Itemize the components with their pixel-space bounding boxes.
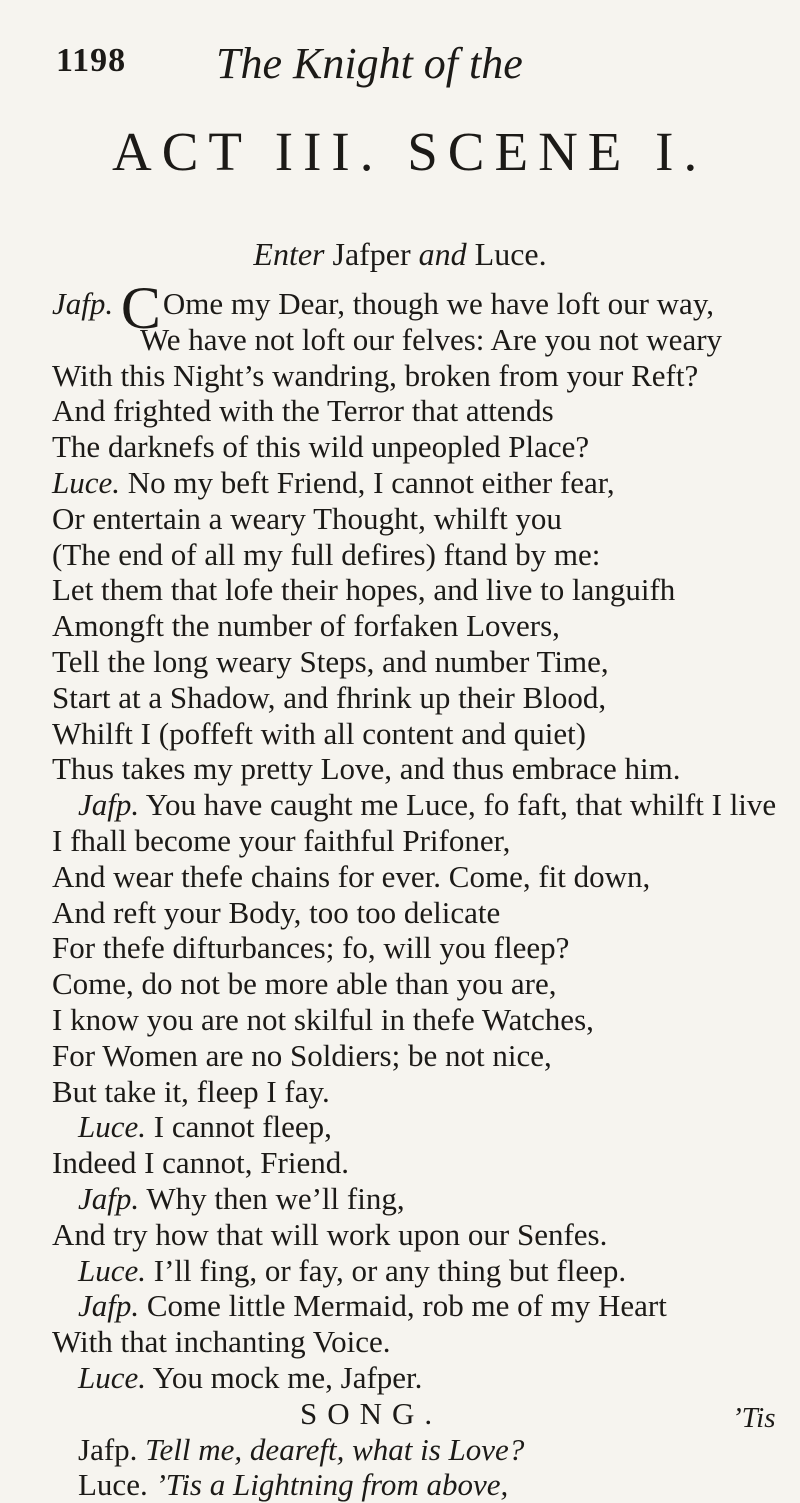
speaker-label: Luce.: [78, 1467, 148, 1503]
verse-line: [52, 1002, 782, 1038]
song-line: [52, 1467, 782, 1503]
line-text: (The end of all my full defires) ftand by me:: [52, 536, 601, 572]
line-text: The darknefs of this wild unpeopled Place?: [52, 429, 590, 465]
verse-line: [52, 1360, 782, 1396]
line-text: I fhall become your faithful Prifoner,: [52, 822, 511, 858]
speaker-label: Jafp.: [78, 787, 140, 823]
line-text: We have not loft our felves: Are you not weary: [140, 321, 723, 357]
verse-line: [52, 322, 782, 358]
line-text: I know you are not skilful in thefe Watches,: [52, 1001, 594, 1037]
line-text: And reft your Body, too too delicate: [52, 894, 501, 930]
act-scene-heading: ACT III. SCENE I.: [112, 121, 708, 182]
verse-line: [52, 1217, 782, 1253]
catchword: ’Tis: [732, 1402, 776, 1434]
line-text: You mock me, Jafper.: [152, 1359, 423, 1395]
verse-line: [52, 537, 782, 573]
line-text: I cannot fleep,: [153, 1109, 332, 1145]
line-text: Ome my Dear, though we have loft our way,: [162, 286, 715, 321]
line-text: With this Night’s wandring, broken from your Reft?: [52, 357, 699, 393]
verse-line: [52, 572, 782, 608]
line-text: I’ll fing, or fay, or any thing but fleep.: [153, 1252, 627, 1288]
stage-direction: [0, 236, 800, 273]
verse-line: [52, 859, 782, 895]
line-text: No my beft Friend, I cannot either fear,: [127, 464, 615, 500]
verse-line: [52, 1253, 782, 1289]
line-text: Indeed I cannot, Friend.: [52, 1145, 349, 1181]
line-text: For thefe difturbances; fo, will you fleep?: [52, 930, 570, 966]
line-text: Or entertain a weary Thought, whilft you: [52, 500, 562, 536]
verse-line: [52, 930, 782, 966]
verse-line: [52, 608, 782, 644]
verse-line: [52, 393, 782, 429]
line-text: Tell me, deareft, what is Love?: [145, 1431, 525, 1467]
verse-line: [52, 1038, 782, 1074]
running-title: The Knight of the: [216, 39, 523, 88]
speaker-label: Luce.: [78, 1359, 147, 1395]
character-name: Jafper: [332, 236, 411, 272]
speaker-label: Jafp.: [52, 286, 114, 321]
line-text: You have caught me Luce, fo faft, that whilft I live: [145, 787, 777, 823]
line-text: Why then we’ll fing,: [146, 1180, 405, 1216]
line-text: And frighted with the Terror that attends: [52, 393, 554, 429]
speaker-label: Jafp.: [78, 1431, 138, 1467]
song-heading: SONG.: [300, 1395, 443, 1431]
verse-line: [52, 1145, 782, 1181]
verse-line: [52, 501, 782, 537]
verse-line: [52, 787, 782, 823]
line-text: Start at a Shadow, and fhrink up their Blood,: [52, 679, 607, 715]
running-head: [56, 39, 756, 102]
verse-line: [52, 1181, 782, 1217]
stage-enter: Enter: [253, 236, 325, 272]
page-number: 1198: [56, 42, 127, 79]
song-line: [52, 1432, 782, 1468]
verse-line: [52, 429, 782, 465]
verse-line: [52, 1324, 782, 1360]
line-text: Let them that lofe their hopes, and live to languifh: [52, 572, 676, 608]
line-text: Come little Mermaid, rob me of my Heart: [146, 1288, 667, 1324]
line-text: Whilft I (poffeft with all content and quiet): [52, 715, 587, 751]
verse-line: [52, 823, 782, 859]
dialogue-body: [52, 275, 782, 1503]
verse-line: [52, 1288, 782, 1324]
line-text: Come, do not be more able than you are,: [52, 966, 557, 1002]
verse-line: [52, 358, 782, 394]
verse-line: [52, 1074, 782, 1110]
line-text: And wear thefe chains for ever. Come, fit down,: [52, 858, 651, 894]
speaker-label: Luce.: [78, 1109, 147, 1145]
line-text: For Women are no Soldiers; be not nice,: [52, 1037, 552, 1073]
drop-cap: C: [120, 275, 161, 341]
verse-line: [52, 966, 782, 1002]
speaker-label: Luce.: [78, 1252, 147, 1288]
speaker-label: Luce.: [52, 464, 121, 500]
line-text: ’Tis a Lightning from above,: [155, 1467, 509, 1503]
line-text: Tell the long weary Steps, and number Time,: [52, 643, 609, 679]
speaker-label: Jafp.: [78, 1288, 140, 1324]
verse-line: [52, 680, 782, 716]
verse-line: [52, 751, 782, 787]
verse-line: [52, 1109, 782, 1145]
verse-line: [52, 644, 782, 680]
line-text: Thus takes my pretty Love, and thus embrace him.: [52, 751, 681, 787]
stage-and: and: [418, 236, 467, 272]
character-name: Luce.: [474, 236, 547, 272]
verse-line: [52, 895, 782, 931]
line-text: Amongft the number of forfaken Lovers,: [52, 608, 560, 644]
line-text: With that inchanting Voice.: [52, 1324, 391, 1360]
speaker-label: Jafp.: [78, 1180, 140, 1216]
line-text: But take it, fleep I fay.: [52, 1073, 330, 1109]
verse-line: [52, 716, 782, 752]
line-text: And try how that will work upon our Senfes.: [52, 1216, 608, 1252]
verse-line: [52, 465, 782, 501]
